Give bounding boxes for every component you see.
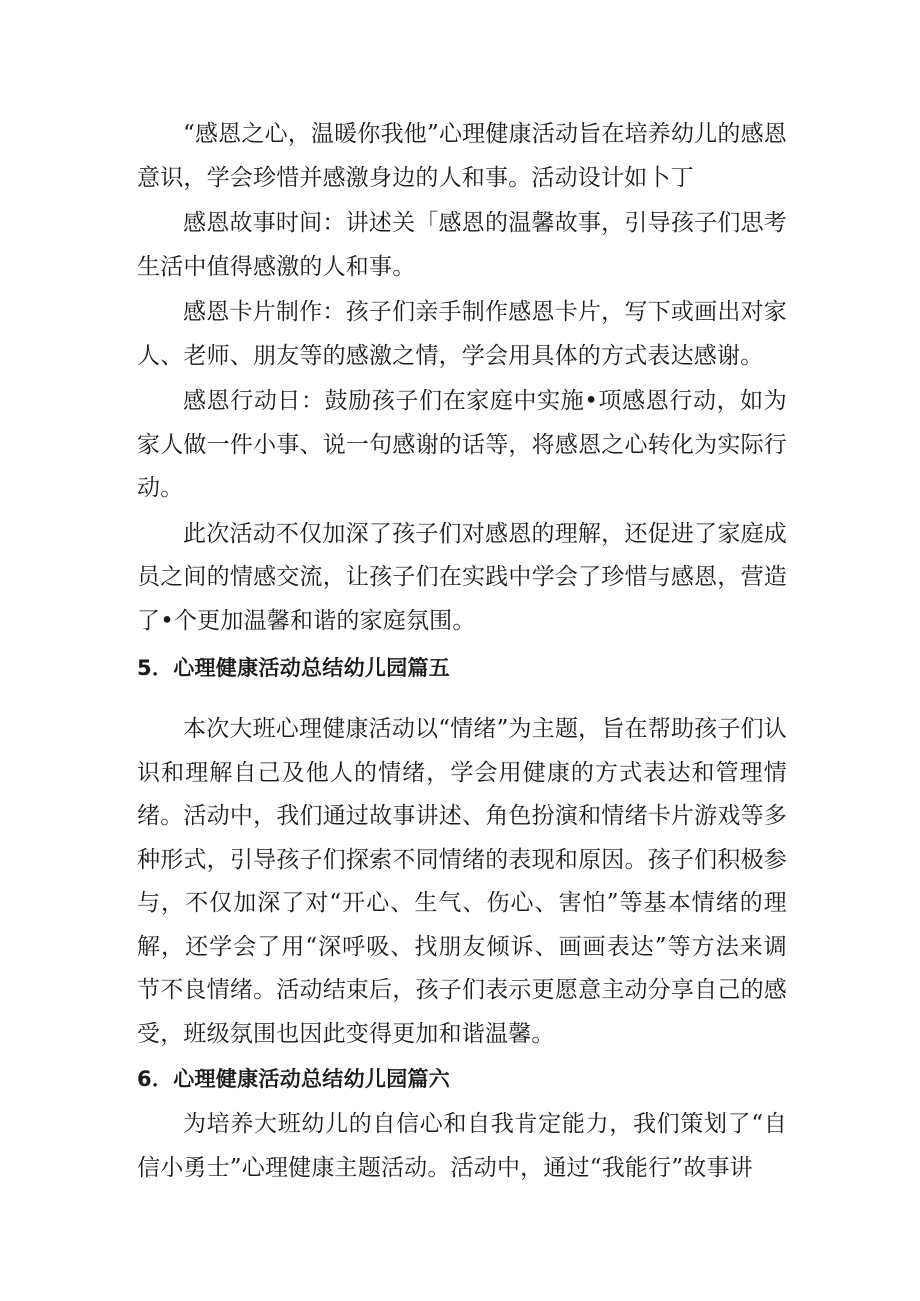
section-5-paragraph: 本次大班心理健康活动以“情绪”为主题，旨在帮助孩子们认识和理解自己及他人的情绪，学会用健康的方式表达和管理情绪。活动中，我们通过故事讲述、角色扮演和情绪卡片游戏等多种形式，引导孩子们探索不同情绪的表现和原因。孩子们积极参与，不仅加深了对“开心、生气、伤心、害怕”等基本情绪的理解，还学会了用“深呼吸、找朋友倾诉、画画表达”等方法来调节不良情绪。活动结束后，孩子们表示更愿意主动分享自己的感受，班级氛围也因此变得更加和谐温馨。 <box>137 716 787 1047</box>
gratitude-card-paragraph: 感恩卡片制作：孩子们亲手制作感恩卡片，写下或画出对家人、老师、朋友等的感激之情，学会用具体的方式表达感谢。 <box>137 299 787 369</box>
activity-summary-paragraph: 此次活动不仅加深了孩子们对感恩的理解，还促进了家庭成员之间的情感交流，让孩子们在实践中学会了珍惜与感恩，营造了•个更加温馨和谐的家庭氛围。 <box>137 520 787 634</box>
section-6-heading: 6．心理健康活动总结幼儿园篇六 <box>137 1067 451 1091</box>
intro-paragraph: “感恩之心，温暖你我他”心理健康活动旨在培养幼儿的感恩意识，学会珍惜并感激身边的人和事。活动设计如卜丁 <box>137 121 787 191</box>
gratitude-story-paragraph: 感恩故事时间：讲述关「感恩的温馨故事，引导孩子们思考生活中值得感激的人和事。 <box>137 210 787 280</box>
document-body <box>137 113 787 1192</box>
section-5-heading: 5．心理健康活动总结幼儿园篇五 <box>137 656 451 680</box>
section-6-paragraph: 为培养大班幼儿的自信心和自我肯定能力，我们策划了“自信小勇士”心理健康主题活动。活动中，通过“我能行”故事讲 <box>137 1111 787 1181</box>
gratitude-action-paragraph: 感恩行动日：鼓励孩子们在家庭中实施•项感恩行动，如为家人做一件小事、说一句感谢的话等，将感恩之心转化为实际行动。 <box>137 388 787 501</box>
